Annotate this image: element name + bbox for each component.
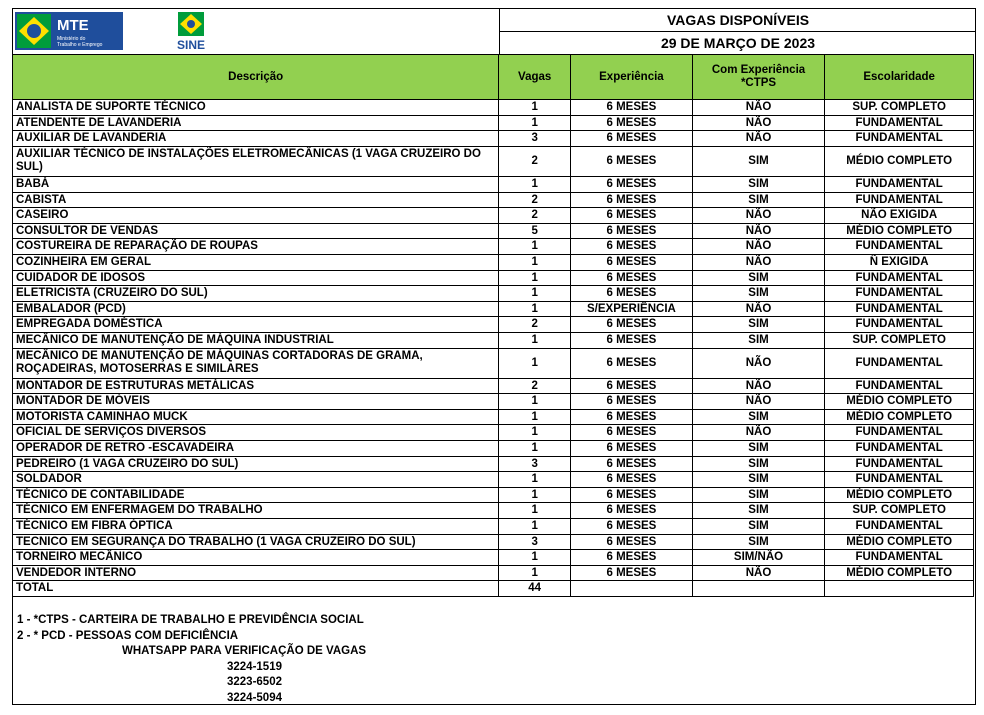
- table-row: [13, 519, 974, 535]
- cell-escolaridade: MÉDIO COMPLETO: [825, 534, 974, 550]
- cell-experiencia: S/EXPERIÊNCIA: [571, 301, 693, 317]
- cell-vagas: 2: [499, 208, 571, 224]
- table-row: [13, 223, 974, 239]
- cell-escolaridade: FUNDAMENTAL: [825, 286, 974, 302]
- cell-escolaridade: FUNDAMENTAL: [825, 131, 974, 147]
- job-vacancies-sheet: [12, 8, 976, 705]
- cell-experiencia: 6 MESES: [571, 176, 693, 192]
- table-row: [13, 348, 974, 378]
- total-empty-cell: [825, 581, 974, 597]
- cell-vagas: 1: [499, 409, 571, 425]
- cell-experiencia: 6 MESES: [571, 550, 693, 566]
- cell-vagas: 1: [499, 115, 571, 131]
- cell-descricao: TÉCNICO EM ENFERMAGEM DO TRABALHO: [13, 503, 499, 519]
- cell-descricao: TECNICO EM SEGURANÇA DO TRABALHO (1 VAGA CRUZEIRO DO SUL): [13, 534, 499, 550]
- cell-descricao: ATENDENTE DE LAVANDERIA: [13, 115, 499, 131]
- cell-experiencia: 6 MESES: [571, 223, 693, 239]
- table-row: [13, 394, 974, 410]
- cell-vagas: 1: [499, 270, 571, 286]
- cell-descricao: EMPREGADA DOMÉSTICA: [13, 317, 499, 333]
- document-date: 29 DE MARÇO DE 2023: [660, 35, 816, 51]
- cell-descricao: EMBALADOR (PCD): [13, 301, 499, 317]
- cell-vagas: 1: [499, 425, 571, 441]
- phone-number: 3224-1519: [227, 660, 282, 673]
- cell-ctps: SIM: [692, 270, 824, 286]
- cell-vagas: 1: [499, 565, 571, 581]
- sine-logo: [168, 12, 214, 52]
- column-header-vagas: Vagas: [499, 55, 571, 100]
- cell-ctps: SIM: [692, 487, 824, 503]
- cell-escolaridade: FUNDAMENTAL: [825, 317, 974, 333]
- cell-ctps: NÃO: [692, 378, 824, 394]
- cell-descricao: MONTADOR DE MÓVEIS: [13, 394, 499, 410]
- cell-escolaridade: Ñ EXIGIDA: [825, 254, 974, 270]
- document-title: VAGAS DISPONÍVEIS: [500, 9, 976, 32]
- cell-descricao: OPERADOR DE RETRO -ESCAVADEIRA: [13, 441, 499, 457]
- cell-vagas: 1: [499, 100, 571, 116]
- table-row: [13, 317, 974, 333]
- cell-experiencia: 6 MESES: [571, 286, 693, 302]
- cell-descricao: COSTUREIRA DE REPARAÇÃO DE ROUPAS: [13, 239, 499, 255]
- cell-vagas: 1: [499, 176, 571, 192]
- cell-experiencia: 6 MESES: [571, 472, 693, 488]
- cell-descricao: TÉCNICO EM FIBRA ÓPTICA: [13, 519, 499, 535]
- table-row: [13, 146, 974, 176]
- vacancies-table: [12, 54, 974, 597]
- whatsapp-label: WHATSAPP PARA VERIFICAÇÃO DE VAGAS: [122, 645, 367, 657]
- cell-experiencia: 6 MESES: [571, 239, 693, 255]
- cell-ctps: SIM: [692, 146, 824, 176]
- cell-escolaridade: MÉDIO COMPLETO: [825, 565, 974, 581]
- cell-experiencia: 6 MESES: [571, 332, 693, 348]
- table-row: [13, 239, 974, 255]
- cell-ctps: NÃO: [692, 301, 824, 317]
- cell-ctps: SIM: [692, 534, 824, 550]
- cell-experiencia: 6 MESES: [571, 192, 693, 208]
- column-header-escolaridade: Escolaridade: [825, 55, 974, 100]
- total-empty-cell: [692, 581, 824, 597]
- cell-escolaridade: FUNDAMENTAL: [825, 301, 974, 317]
- cell-experiencia: 6 MESES: [571, 394, 693, 410]
- cell-vagas: 1: [499, 441, 571, 457]
- total-label: TOTAL: [13, 581, 499, 597]
- cell-experiencia: 6 MESES: [571, 534, 693, 550]
- cell-ctps: NÃO: [692, 239, 824, 255]
- cell-experiencia: 6 MESES: [571, 519, 693, 535]
- cell-ctps: NÃO: [692, 254, 824, 270]
- cell-escolaridade: MÉDIO COMPLETO: [825, 223, 974, 239]
- cell-vagas: 2: [499, 317, 571, 333]
- table-row: [13, 254, 974, 270]
- table-row: [13, 550, 974, 566]
- cell-escolaridade: MÉDIO COMPLETO: [825, 409, 974, 425]
- cell-vagas: 3: [499, 534, 571, 550]
- title-box: [499, 9, 976, 54]
- cell-ctps: SIM: [692, 286, 824, 302]
- cell-vagas: 2: [499, 146, 571, 176]
- footnote-ctps: 1 - *CTPS - CARTEIRA DE TRABALHO E PREVIDÊNCIA SOCIAL: [17, 614, 364, 626]
- cell-experiencia: 6 MESES: [571, 409, 693, 425]
- cell-vagas: 1: [499, 286, 571, 302]
- cell-vagas: 2: [499, 378, 571, 394]
- cell-vagas: 2: [499, 192, 571, 208]
- table-row: [13, 176, 974, 192]
- cell-experiencia: 6 MESES: [571, 503, 693, 519]
- header: [13, 9, 975, 54]
- cell-experiencia: 6 MESES: [571, 131, 693, 147]
- cell-vagas: 1: [499, 550, 571, 566]
- cell-ctps: SIM: [692, 503, 824, 519]
- table-row: [13, 286, 974, 302]
- cell-escolaridade: FUNDAMENTAL: [825, 472, 974, 488]
- cell-ctps: NÃO: [692, 100, 824, 116]
- cell-ctps: SIM: [692, 317, 824, 333]
- cell-descricao: COZINHEIRA EM GERAL: [13, 254, 499, 270]
- cell-ctps: NÃO: [692, 208, 824, 224]
- cell-descricao: MECÂNICO DE MANUTENÇÃO DE MÁQUINAS CORTADORAS DE GRAMA, ROÇADEIRAS, MOTOSERRAS E SIMILARES: [13, 348, 499, 378]
- phone-number: 3224-5094: [227, 691, 282, 704]
- cell-experiencia: 6 MESES: [571, 565, 693, 581]
- cell-descricao: PEDREIRO (1 VAGA CRUZEIRO DO SUL): [13, 456, 499, 472]
- cell-escolaridade: FUNDAMENTAL: [825, 441, 974, 457]
- cell-vagas: 3: [499, 131, 571, 147]
- cell-escolaridade: MÉDIO COMPLETO: [825, 394, 974, 410]
- cell-experiencia: 6 MESES: [571, 254, 693, 270]
- footer-notes: [17, 613, 366, 706]
- cell-escolaridade: FUNDAMENTAL: [825, 519, 974, 535]
- svg-text:MTE: MTE: [57, 17, 89, 34]
- cell-descricao: AUXILIAR DE LAVANDERIA: [13, 131, 499, 147]
- cell-ctps: SIM: [692, 192, 824, 208]
- cell-vagas: 1: [499, 254, 571, 270]
- cell-ctps: NÃO: [692, 115, 824, 131]
- table-row: [13, 192, 974, 208]
- cell-descricao: VENDEDOR INTERNO: [13, 565, 499, 581]
- cell-experiencia: 6 MESES: [571, 487, 693, 503]
- cell-experiencia: 6 MESES: [571, 100, 693, 116]
- cell-experiencia: 6 MESES: [571, 270, 693, 286]
- cell-escolaridade: NÃO EXIGIDA: [825, 208, 974, 224]
- svg-text:SINE: SINE: [176, 38, 206, 52]
- svg-text:Trabalho e Emprego: Trabalho e Emprego: [57, 42, 103, 48]
- cell-ctps: SIM: [692, 176, 824, 192]
- cell-experiencia: 6 MESES: [571, 348, 693, 378]
- svg-text:Ministério do: Ministério do: [57, 36, 86, 42]
- cell-ctps: SIM: [692, 409, 824, 425]
- cell-vagas: 1: [499, 472, 571, 488]
- table-row: [13, 131, 974, 147]
- cell-experiencia: 6 MESES: [571, 146, 693, 176]
- cell-escolaridade: FUNDAMENTAL: [825, 456, 974, 472]
- column-header-experiencia: Experiência: [571, 55, 693, 100]
- cell-ctps: NÃO: [692, 131, 824, 147]
- total-row: [13, 581, 974, 597]
- cell-experiencia: 6 MESES: [571, 425, 693, 441]
- cell-descricao: CONSULTOR DE VENDAS: [13, 223, 499, 239]
- cell-ctps: SIM: [692, 472, 824, 488]
- table-row: [13, 208, 974, 224]
- cell-ctps: NÃO: [692, 348, 824, 378]
- table-row: [13, 425, 974, 441]
- cell-escolaridade: FUNDAMENTAL: [825, 348, 974, 378]
- cell-descricao: TÉCNICO DE CONTABILIDADE: [13, 487, 499, 503]
- column-header-ctps: Com Experiência *CTPS: [692, 55, 824, 100]
- cell-escolaridade: FUNDAMENTAL: [825, 239, 974, 255]
- cell-descricao: OFICIAL DE SERVIÇOS DIVERSOS: [13, 425, 499, 441]
- cell-vagas: 5: [499, 223, 571, 239]
- footnote-pcd: 2 - * PCD - PESSOAS COM DEFICIÊNCIA: [17, 629, 239, 642]
- cell-ctps: NÃO: [692, 565, 824, 581]
- table-body: [13, 100, 974, 581]
- cell-descricao: CASEIRO: [13, 208, 499, 224]
- cell-vagas: 1: [499, 239, 571, 255]
- cell-escolaridade: MÉDIO COMPLETO: [825, 146, 974, 176]
- table-header-row: [13, 55, 974, 100]
- cell-descricao: MECÂNICO DE MANUTENÇÃO DE MÁQUINA INDUSTRIAL: [13, 332, 499, 348]
- total-empty-cell: [571, 581, 693, 597]
- cell-experiencia: 6 MESES: [571, 115, 693, 131]
- cell-escolaridade: FUNDAMENTAL: [825, 378, 974, 394]
- cell-escolaridade: MÉDIO COMPLETO: [825, 487, 974, 503]
- table-row: [13, 456, 974, 472]
- cell-ctps: NÃO: [692, 394, 824, 410]
- total-value: 44: [499, 581, 571, 597]
- cell-escolaridade: SUP. COMPLETO: [825, 332, 974, 348]
- cell-ctps: SIM: [692, 332, 824, 348]
- column-header-descricao: Descrição: [13, 55, 499, 100]
- cell-descricao: AUXILIAR TÉCNICO DE INSTALAÇÕES ELETROMECÂNICAS (1 VAGA CRUZEIRO DO SUL): [13, 146, 499, 176]
- cell-ctps: SIM: [692, 519, 824, 535]
- table-row: [13, 301, 974, 317]
- cell-experiencia: 6 MESES: [571, 441, 693, 457]
- cell-escolaridade: SUP. COMPLETO: [825, 100, 974, 116]
- table-row: [13, 441, 974, 457]
- cell-vagas: 1: [499, 348, 571, 378]
- cell-ctps: NÃO: [692, 223, 824, 239]
- cell-escolaridade: FUNDAMENTAL: [825, 176, 974, 192]
- table-row: [13, 409, 974, 425]
- table-row: [13, 332, 974, 348]
- cell-vagas: 1: [499, 394, 571, 410]
- table-row: [13, 503, 974, 519]
- table-row: [13, 472, 974, 488]
- cell-ctps: NÃO: [692, 425, 824, 441]
- cell-ctps: SIM/NÃO: [692, 550, 824, 566]
- cell-descricao: ANALISTA DE SUPORTE TÉCNICO: [13, 100, 499, 116]
- cell-descricao: MONTADOR DE ESTRUTURAS METÁLICAS: [13, 378, 499, 394]
- cell-vagas: 3: [499, 456, 571, 472]
- cell-escolaridade: FUNDAMENTAL: [825, 550, 974, 566]
- cell-escolaridade: FUNDAMENTAL: [825, 192, 974, 208]
- cell-experiencia: 6 MESES: [571, 208, 693, 224]
- table-row: [13, 115, 974, 131]
- cell-descricao: MOTORISTA CAMINHAO MUCK: [13, 409, 499, 425]
- table-row: [13, 534, 974, 550]
- table-row: [13, 100, 974, 116]
- table-row: [13, 565, 974, 581]
- cell-escolaridade: SUP. COMPLETO: [825, 503, 974, 519]
- cell-vagas: 1: [499, 487, 571, 503]
- table-row: [13, 487, 974, 503]
- cell-escolaridade: FUNDAMENTAL: [825, 115, 974, 131]
- table-row: [13, 270, 974, 286]
- cell-vagas: 1: [499, 332, 571, 348]
- cell-descricao: TORNEIRO MECÂNICO: [13, 550, 499, 566]
- cell-escolaridade: FUNDAMENTAL: [825, 270, 974, 286]
- cell-descricao: CUIDADOR DE IDOSOS: [13, 270, 499, 286]
- table-row: [13, 378, 974, 394]
- cell-descricao: BABÁ: [13, 176, 499, 192]
- phone-number: 3223-6502: [227, 676, 282, 688]
- cell-ctps: SIM: [692, 441, 824, 457]
- cell-experiencia: 6 MESES: [571, 378, 693, 394]
- cell-experiencia: 6 MESES: [571, 456, 693, 472]
- cell-experiencia: 6 MESES: [571, 317, 693, 333]
- cell-escolaridade: FUNDAMENTAL: [825, 425, 974, 441]
- cell-descricao: CABISTA: [13, 192, 499, 208]
- mte-logo: [15, 12, 123, 50]
- cell-descricao: ELETRICISTA (CRUZEIRO DO SUL): [13, 286, 499, 302]
- cell-descricao: SOLDADOR: [13, 472, 499, 488]
- cell-vagas: 1: [499, 503, 571, 519]
- cell-vagas: 1: [499, 519, 571, 535]
- cell-vagas: 1: [499, 301, 571, 317]
- cell-ctps: SIM: [692, 456, 824, 472]
